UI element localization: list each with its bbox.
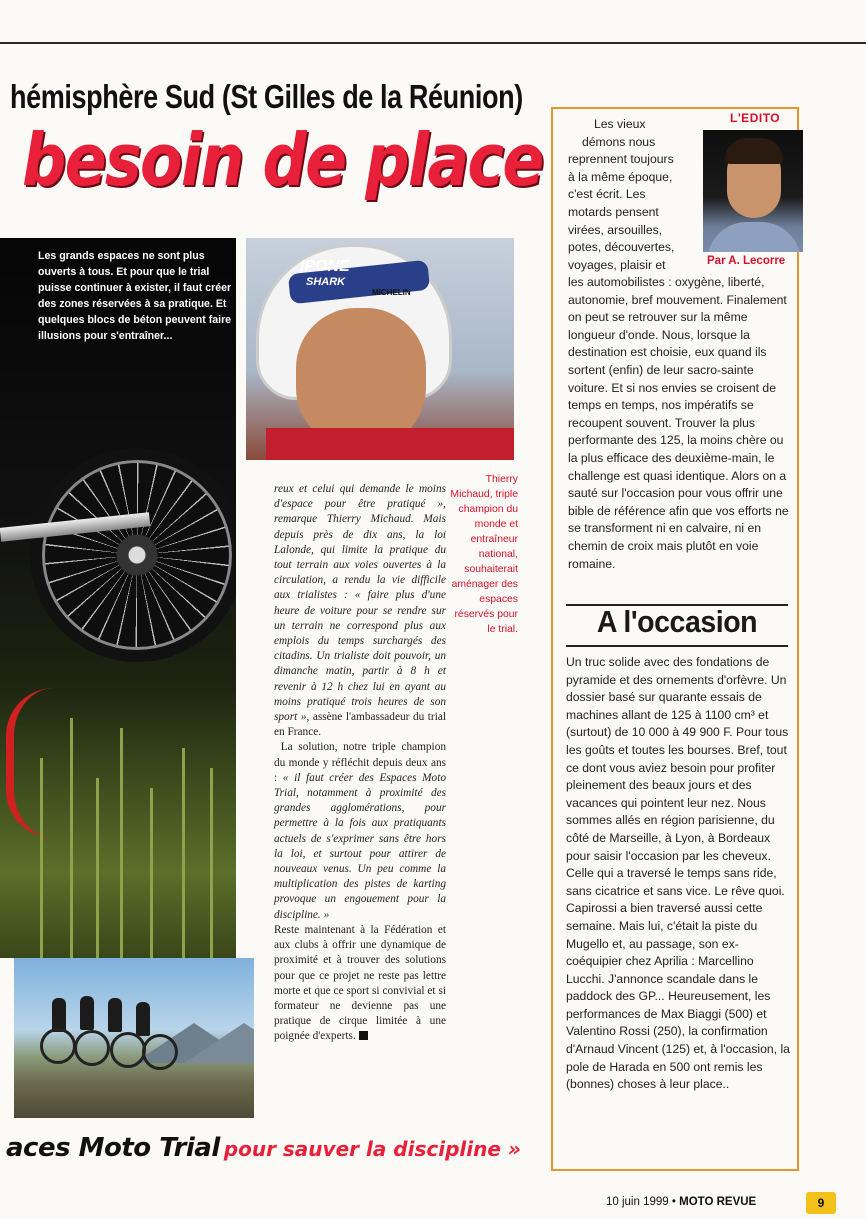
article-text: , assène l'ambassadeur du trial en France.: [274, 711, 446, 739]
riders-mountain-photo: [14, 958, 254, 1118]
article-quote: « il faut créer des Espaces Moto Trial, notamment à proximité des grandes agglomérations, pour permettre à la fois aux pratiquants actuels de s'exprimer sans être hors la loi, et surtout pour attirer de nouveaux venus. Un peu comme la multiplication des pistes de karting provoque un engouement pour la discipline. »: [274, 771, 446, 921]
article-quote: « faire plus d'une heure de voiture pour se rendre sur un terrain ne correspond plus aux emplois du temps surchargés des citadins. Un trialiste doit pouvoir, un dimanche matin, partir à 8 h et revenir à 12 h chez lui en ayant au moins pratiqué trois heures de son sport »: [274, 589, 446, 724]
intro-text: Les grands espaces ne sont plus ouverts à tous. Et pour que le trial puisse continuer à exister, il faut créer des zones réservées à sa pratique. Et quelques blocs de béton peuvent faire illusions pour s'entraîner...: [38, 250, 232, 342]
edito-author: Par A. Lecorre: [707, 255, 786, 267]
edito-text-wide: les automobilistes : oxygène, liberté, autonomie, bref mouvement. Finalement on peut se retrouver sur la même longueur d'onde. Nous, lorsque la destination est choisie, eux quand ils sortent (enfin) de leur sacro-sainte voiture. Et si nos envies se croisent de temps en temps, nos impératifs se recoupent souvent. Trouver la plus performante des 125, la moins chère ou la plus efficace des deuxième-main, le challenge est quasi identique. Alors on a sauté sur l'occasion pour vous offrir une bible de référence afin que vos efforts ne se transforment ni en calvaire, ni en chemin de croix mais plutôt en voie romaine.: [568, 275, 789, 571]
section-rule-bottom: [566, 645, 788, 647]
edito-line: potes, découvertes,: [568, 240, 675, 255]
shirt-shape: [707, 222, 801, 252]
rider-figure: [136, 1002, 150, 1036]
helmet-brand-text: IPONE: [300, 258, 350, 275]
rider-portrait-photo: [246, 238, 514, 460]
section-title: A l'occasion: [596, 604, 758, 639]
edito-line: motards pensent: [568, 204, 659, 219]
edito-line: virées, arsouilles,: [568, 222, 663, 237]
kicker-heading: hémisphère Sud (St Gilles de la Réunion): [10, 78, 523, 115]
photo-caption: Thierry Michaud, triple champion du monde et entraîneur national, souhaiterait aménager des espaces réservés pour le trial.: [450, 474, 518, 635]
article-text: reux et celui qui demande le moins d'espace pour être pratiqué », remarque Thierry Michaud. Mais depuis près de dix ans, la loi Lalonde, qui limite la pratique du tout terrain aux voies ouvertes à la circulation, a rendu la vie difficile aux trialistes :: [274, 483, 446, 602]
end-mark: [359, 1031, 368, 1040]
edito-label: L'EDITO: [730, 111, 781, 125]
author-photo: [703, 130, 803, 252]
bottom-headline: [6, 1133, 521, 1163]
edito-line: voyages, plaisir et: [568, 257, 666, 272]
grass-blade: [182, 748, 185, 958]
bike-wheel-shape: [110, 1032, 146, 1068]
edito-line: Les vieux: [594, 117, 646, 131]
page-headline: besoin de place: [22, 118, 543, 202]
edito-line: c'est écrit. Les: [568, 187, 646, 202]
article-text: La solution, notre triple champion du monde y réfléchit depuis deux ans :: [274, 741, 446, 784]
rider-figure: [52, 998, 66, 1032]
top-rule: [0, 42, 866, 44]
page-number-badge: 9: [806, 1192, 836, 1214]
article-paragraph: [274, 482, 446, 740]
rider-figure: [108, 998, 122, 1032]
helmet-michelin-text: MICHELIN: [372, 288, 411, 297]
section-text: Un truc solide avec des fondations de pyramide et des ornements d'orfèvre. Un dossier basé sur quarante essais de machines allant de 125 à 1100 cm³ et (surtout) de 10 000 à 49 900 F. Pour tous les goûts et toutes les bourses. Bref, tout ce dont vous aviez besoin pour profiter pleinement des beaux jours et des vacances qui pointent leur nez. Nous sommes allés en région parisienne, du côté de Marseille, à Lyon, à Bordeaux pour saisir l'occasion par les cheveux. Celle qui a traversé le temps sans ride, sans cicatrice et sans vice. Le rêve quoi. Capirossi a bien traversé aussi cette semaine. Mais lui, c'était la piste du Mugello et, au passage, son ex-coéquipier chez Aprilia : Marcellino Lucchi. J'annonce scandale dans le paddock des GP... Heureusement, les performances de Max Biaggi (500) et Valentino Rossi (250), la confirmation d'Arnaud Vincent (125) et, à l'occasion, la pole de Harada en 500 ont remis les (bonnes) choses à leur place..: [566, 655, 790, 1092]
trial-bike-photo: [0, 238, 236, 958]
bottom-headline-part-a: aces Moto Trial: [6, 1133, 220, 1163]
footer-separator: •: [671, 1196, 676, 1208]
magazine-name: MOTO REVUE: [679, 1196, 757, 1208]
bike-wheel-shape: [30, 448, 236, 662]
bottom-headline-part-b: pour sauver la discipline »: [223, 1137, 521, 1161]
grass-blade: [150, 788, 153, 958]
rider-figure: [80, 996, 94, 1030]
grass-blade: [210, 768, 213, 958]
page-footer: [606, 1196, 756, 1208]
edito-line: reprennent toujours: [568, 152, 674, 167]
helmet-shark-text: SHARK: [306, 276, 346, 288]
article-body: [274, 482, 446, 1045]
bike-wheel-shape: [74, 1030, 110, 1066]
edito-line: à la même époque,: [568, 169, 673, 184]
article-paragraph: [274, 923, 446, 1045]
issue-date: 10 juin 1999: [606, 1196, 669, 1208]
red-fender-shape: [6, 688, 54, 838]
mountain-shape: [184, 1023, 254, 1063]
article-paragraph: [274, 740, 446, 922]
grass-blade: [40, 758, 43, 958]
bike-wheel-shape: [142, 1034, 178, 1070]
jersey-shape: [266, 428, 514, 460]
grass-blade: [96, 778, 99, 958]
article-text: Reste maintenant à la Fédération et aux clubs à offrir une dynamique de proximité et à trouver des solutions pour que ce projet ne reste pas lettre morte et que ce sport si convivial et si formateur ne devienne pas une pratique de cirque limitée à une poignée d'experts.: [274, 923, 446, 1043]
face-shape: [296, 308, 426, 448]
hair-shape: [725, 138, 783, 164]
edito-line: démons nous: [582, 134, 656, 149]
edito-text-narrow: [568, 116, 704, 274]
grass-blade: [120, 728, 123, 958]
grass-blade: [70, 718, 73, 958]
bike-wheel-shape: [40, 1028, 76, 1064]
